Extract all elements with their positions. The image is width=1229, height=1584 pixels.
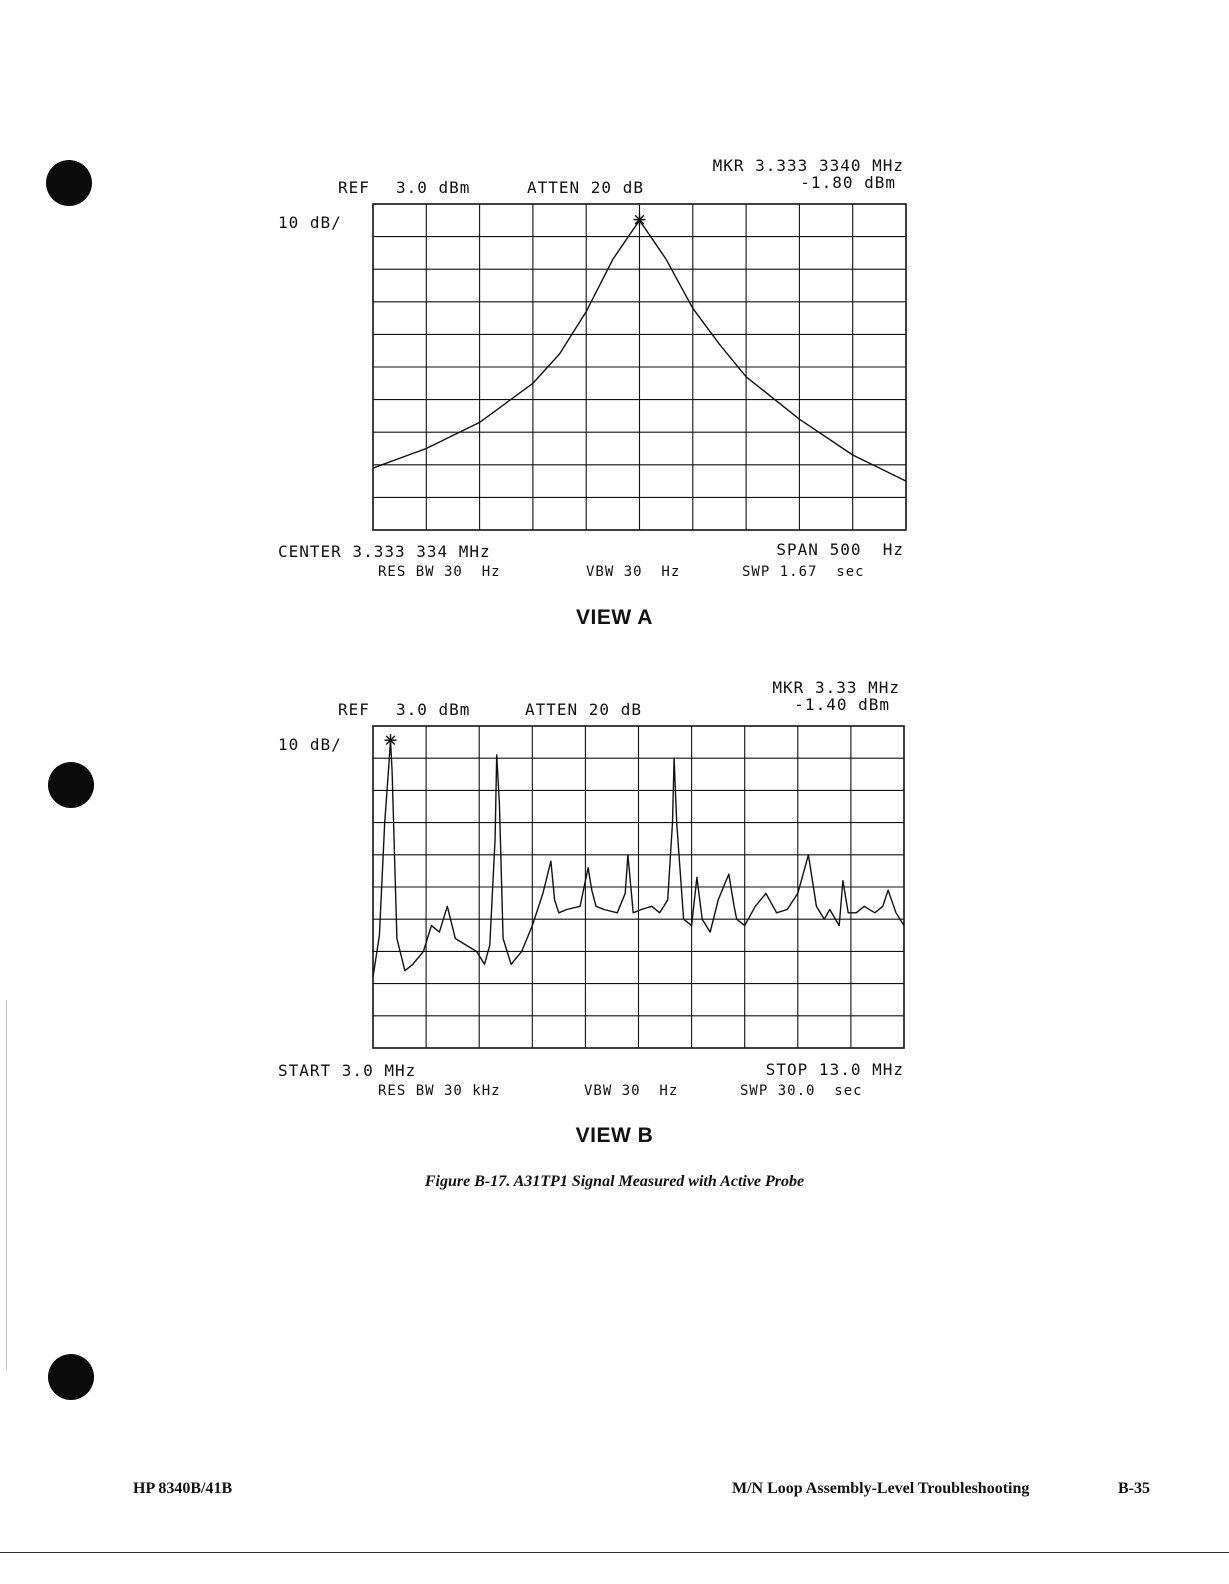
view-a-marker-freq: MKR 3.333 3340 MHz	[712, 156, 904, 175]
view-b-vbw: VBW 30 Hz	[584, 1083, 679, 1099]
view-b-marker-icon	[385, 734, 397, 746]
figure-caption: Figure B-17. A31TP1 Signal Measured with Active Probe	[424, 1173, 805, 1190]
view-a-span: SPAN 500 Hz	[776, 540, 904, 559]
footer-rule	[0, 1552, 1229, 1553]
view-b-marker-freq: MKR 3.33 MHz	[772, 678, 900, 697]
view-a-center: CENTER 3.333 334 MHz	[278, 542, 491, 561]
view-a-sweep: SWP 1.67 sec	[742, 564, 865, 580]
view-b-plot	[372, 725, 905, 1049]
view-a-res-bw: RES BW 30 Hz	[378, 564, 501, 580]
view-b-start: START 3.0 MHz	[278, 1061, 417, 1080]
view-b-marker-level: -1.40 dBm	[794, 695, 890, 714]
view-a-marker-icon	[634, 214, 646, 226]
binder-hole-middle	[48, 762, 94, 808]
view-b-sweep: SWP 30.0 sec	[740, 1083, 863, 1099]
view-a-ref-label: REF	[338, 178, 370, 197]
view-a-plot	[372, 203, 907, 531]
view-b-stop: STOP 13.0 MHz	[765, 1060, 904, 1079]
view-b-ref-level: 3.0 dBm	[396, 700, 471, 719]
view-a-marker-level: -1.80 dBm	[800, 173, 896, 192]
view-b-atten: ATTEN 20 dB	[525, 700, 642, 719]
view-b-scale: 10 dB/	[278, 735, 342, 754]
view-a-scale: 10 dB/	[278, 213, 342, 232]
view-a-ref-level: 3.0 dBm	[396, 178, 471, 197]
footer-page-number: B-35	[1118, 1480, 1150, 1497]
view-a-title: VIEW A	[576, 606, 653, 629]
view-b-res-bw: RES BW 30 kHz	[378, 1083, 501, 1099]
view-b-ref-label: REF	[338, 700, 370, 719]
view-a-atten: ATTEN 20 dB	[527, 178, 644, 197]
view-b-title: VIEW B	[575, 1124, 654, 1147]
view-a-vbw: VBW 30 Hz	[586, 564, 681, 580]
footer-section: M/N Loop Assembly-Level Troubleshooting	[732, 1480, 1030, 1497]
binder-hole-top	[46, 160, 92, 206]
binder-hole-bottom	[48, 1354, 94, 1400]
footer-model: HP 8340B/41B	[133, 1480, 233, 1497]
